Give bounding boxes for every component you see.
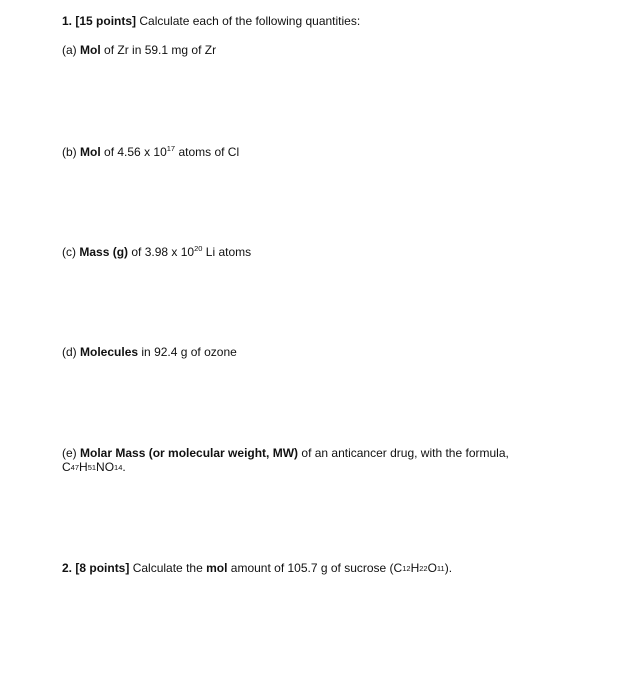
formula-subscript: 11 [436,564,445,573]
part-d-text: in 92.4 g of ozone [141,345,237,359]
part-d-bold: Molecules [80,345,139,359]
part-a [62,43,216,57]
formula-subscript: 47 [70,463,80,472]
formula-subscript: 14 [114,463,123,472]
question-2-text-after: amount of 105.7 g of sucrose ( [230,561,394,575]
part-a-bold: Mol [80,43,101,57]
question-2-points: [8 points] [75,561,130,575]
part-b [62,145,239,159]
question-1-prompt: Calculate each of the following quantities: [139,14,361,28]
formula-subscript: 22 [419,564,428,573]
question-1-heading [62,14,360,28]
part-c-text-after: Li atoms [205,245,252,259]
part-e [62,446,509,460]
part-d [62,345,237,359]
part-c-bold: Mass (g) [79,245,129,259]
part-e-text: of an anticancer drug, with the formula, [301,446,509,460]
question-2-text-before: Calculate the [132,561,203,575]
formula-end: ). [444,561,453,575]
question-2-bold: mol [206,561,228,575]
part-c-text-before: of 3.98 x 10 [131,245,195,259]
question-2 [62,561,452,575]
question-1-points: [15 points] [75,14,137,28]
question-1-number: 1. [62,14,73,28]
part-b-label: (b) [62,145,77,159]
formula-element: O [427,561,437,575]
part-e-label: (e) [62,446,77,460]
formula-end: . [122,460,126,474]
part-a-text: of Zr in 59.1 mg of Zr [104,43,217,57]
part-b-exponent: 17 [166,144,176,153]
formula-element: H [410,561,420,575]
formula-subscript: 12 [402,564,411,573]
part-e-formula [62,460,126,474]
part-b-text-after: atoms of Cl [178,145,240,159]
part-b-bold: Mol [80,145,101,159]
question-2-number: 2. [62,561,73,575]
formula-element: C [393,561,403,575]
formula-element: C [62,460,71,474]
formula-element: NO [96,460,115,474]
part-c [62,245,251,259]
part-e-bold: Molar Mass (or molecular weight, MW) [80,446,299,460]
part-a-label: (a) [62,43,77,57]
part-c-exponent: 20 [194,244,203,253]
formula-subscript: 51 [87,463,97,472]
part-b-text-before: of 4.56 x 10 [104,145,167,159]
part-c-label: (c) [62,245,76,259]
part-d-label: (d) [62,345,77,359]
formula-element: H [79,460,88,474]
